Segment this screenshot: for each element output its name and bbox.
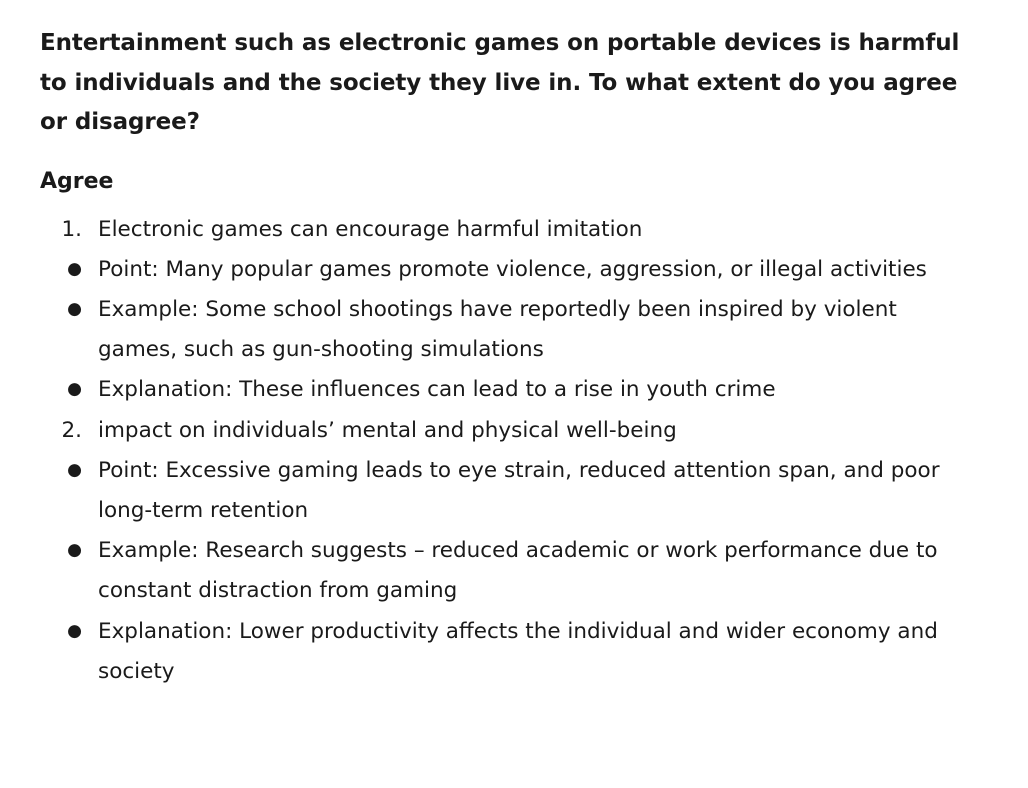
list-marker: 1. <box>61 216 82 242</box>
list-item-text: Example: Some school shootings have reportedly been inspired by violent games, such as gun-shooting simulations <box>98 297 897 363</box>
list-item <box>40 451 988 531</box>
bullet-icon: ● <box>67 258 82 279</box>
bullet-icon: ● <box>67 299 82 320</box>
list-item <box>40 290 988 370</box>
list-item-text: Point: Many popular games promote violence, aggression, or illegal activities <box>98 256 927 282</box>
list-item-text: impact on individuals’ mental and physical well-being <box>98 417 677 443</box>
bullet-icon: ● <box>67 379 82 400</box>
list-item-text: Point: Excessive gaming leads to eye strain, reduced attention span, and poor long-term retention <box>98 457 940 524</box>
list-item <box>40 250 988 290</box>
list-item <box>40 411 988 451</box>
essay-prompt: Entertainment such as electronic games on portable devices is harmful to individuals and the society they live in. To what extent do you agree or disagree? <box>40 30 960 136</box>
outline-list <box>40 210 988 692</box>
bullet-icon: ● <box>67 540 82 561</box>
list-marker: 2. <box>61 417 82 443</box>
bullet-icon: ● <box>67 620 82 641</box>
list-item-text: Example: Research suggests – reduced academic or work performance due to constant distraction from gaming <box>98 538 938 604</box>
list-item <box>40 370 988 410</box>
list-item <box>40 210 988 250</box>
bullet-icon: ● <box>67 459 82 480</box>
list-item <box>40 612 988 692</box>
stance-heading: Agree <box>40 168 114 194</box>
list-item-text: Explanation: These influences can lead to a rise in youth crime <box>98 377 776 403</box>
list-item-text: Electronic games can encourage harmful imitation <box>98 216 643 242</box>
list-item-text: Explanation: Lower productivity affects the individual and wider economy and society <box>98 618 938 684</box>
list-item <box>40 531 988 611</box>
